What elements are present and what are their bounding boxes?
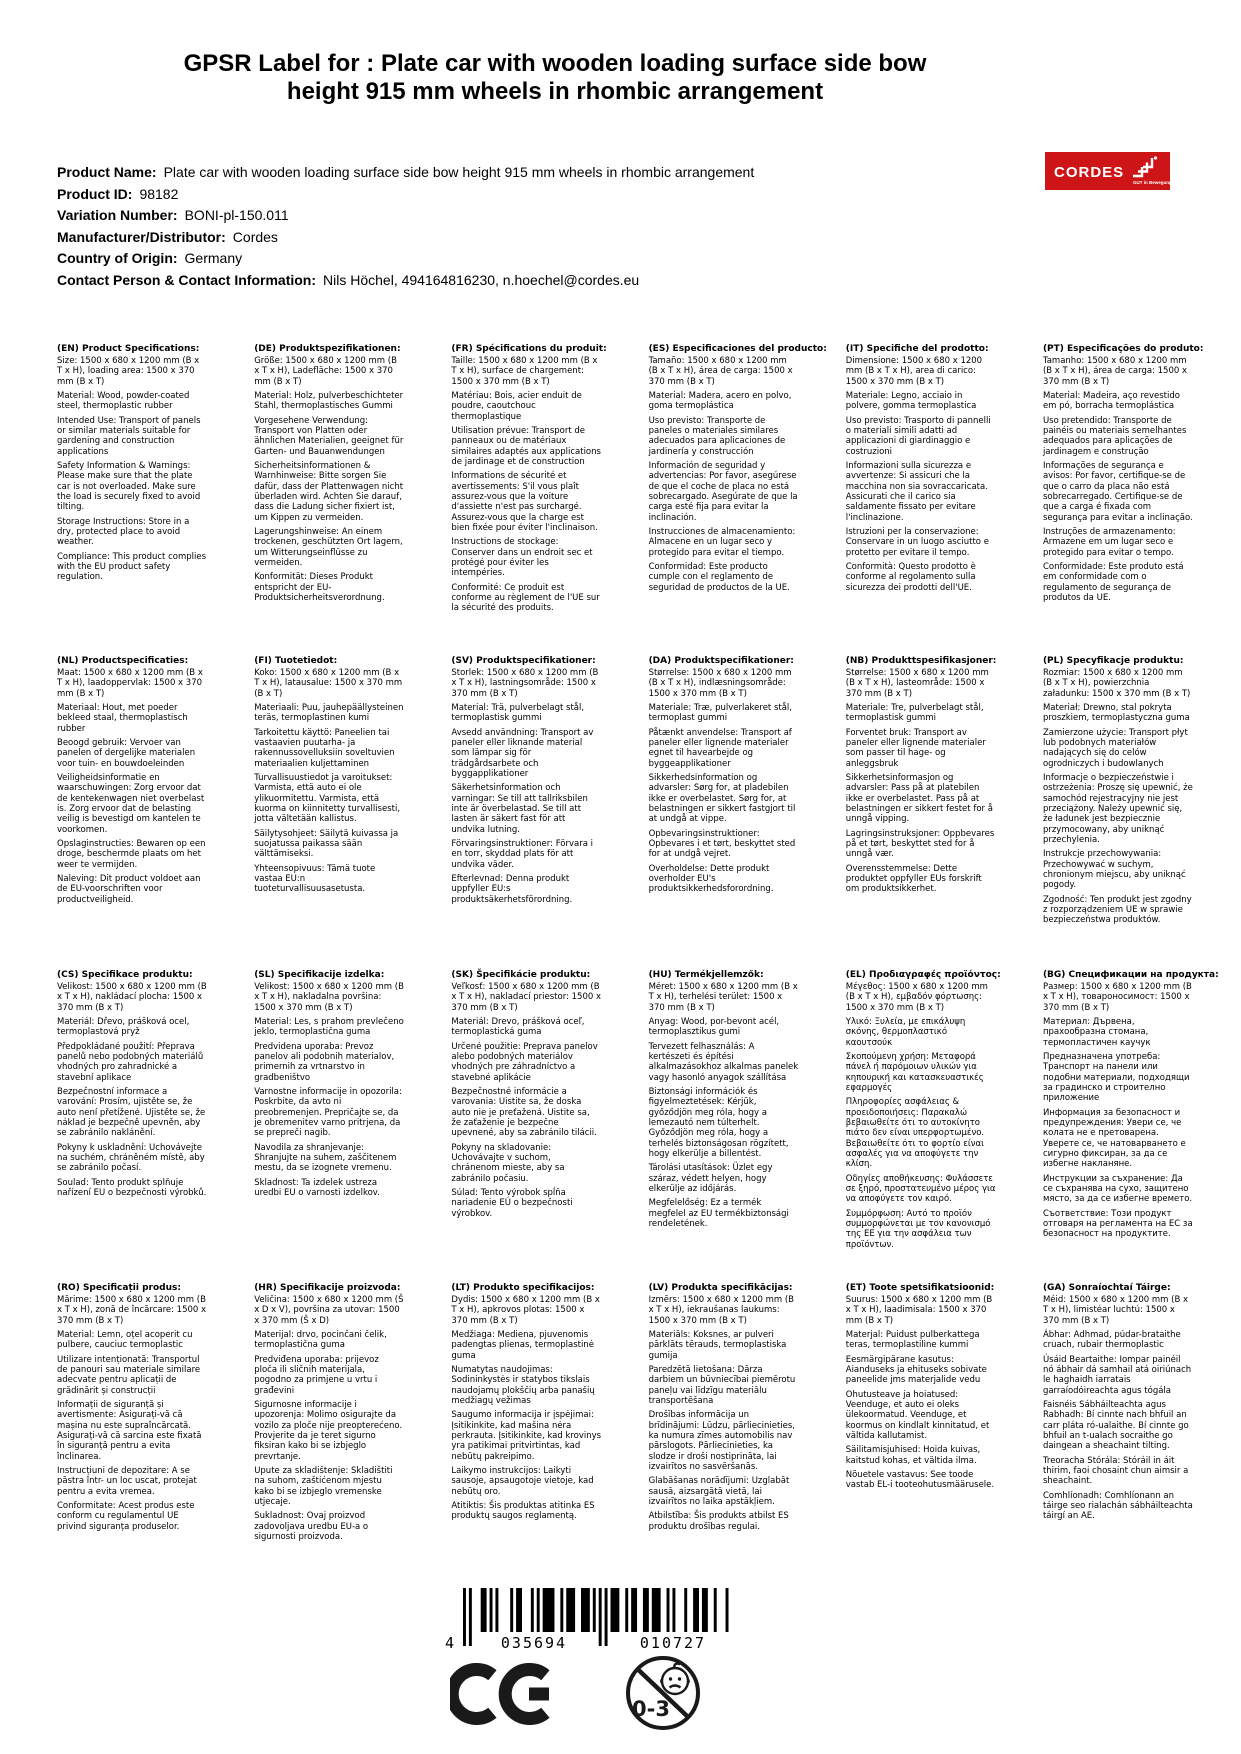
spec-block-sk xyxy=(451,970,601,1223)
spec-paragraph: Intended Use: Transport of panels or similar materials suitable for gardening and construction applications xyxy=(57,415,201,457)
spec-paragraph: Tarkoitettu käyttö: Paneelien tai vastaavien puutarha- ja rakennussovelluksiin soveltuvien materiaalien kuljettaminen xyxy=(254,727,395,769)
page-title-line1: GPSR Label for : Plate car with wooden loading surface side bow xyxy=(183,50,927,77)
spec-paragraph: Ohutusteave ja hoiatused: Veenduge, et auto ei oleks ülekoormatud. Veenduge, et koormus on kindlalt kinnitatud, et vältida kallutamist. xyxy=(845,1389,990,1441)
spec-block-da xyxy=(649,656,799,899)
spec-heading: (GA) Sonraíochtaí Táirge: xyxy=(1042,1283,1171,1293)
spec-heading: (HR) Specifikacije proizvoda: xyxy=(254,1283,401,1293)
spec-paragraph: Utilizare intenționată: Transportul de panouri sau materiale similare adecvate pentru aplicații de grădinărit și construcții xyxy=(57,1354,201,1396)
spec-heading: (RO) Specificații produs: xyxy=(57,1283,181,1293)
spec-heading: (LV) Produkta specifikācijas: xyxy=(648,1283,793,1293)
spec-paragraph: Storage Instructions: Store in a dry, protected place to avoid weather. xyxy=(57,516,190,548)
spec-paragraph: Megfelelőség: Ez a termék megfelel az EU termékbiztonsági rendeletének. xyxy=(648,1198,789,1230)
spec-paragraph: Material: Wood, powder-coated steel, thermoplastic rubber xyxy=(57,390,190,412)
spec-row xyxy=(57,344,1204,618)
spec-block-hr xyxy=(254,1283,404,1546)
spec-paragraph: Taille: 1500 x 680 x 1200 mm (B x T x H), surface de chargement: 1500 x 370 mm (B x T) xyxy=(451,355,598,387)
product-info-row xyxy=(57,248,1037,270)
spec-paragraph: Predvidena uporaba: Prevoz panelov ali podobnih materialov, primernih za vrtnarstvo in gradbeništvo xyxy=(254,1041,395,1083)
spec-heading: (PT) Especificações do produto: xyxy=(1042,344,1204,354)
spec-paragraph: Размер: 1500 x 680 x 1200 mm (B x T x H), товароносимост: 1500 x 370 mm (B x T) xyxy=(1042,981,1192,1013)
spec-paragraph: Súlad: Tento výrobok spĺňa nariadenie EÚ o bezpečnosti výrobkov. xyxy=(451,1188,573,1219)
spec-paragraph: Rozmiar: 1500 x 680 x 1200 mm (B x T x H), powierzchnia załadunku: 1500 x 370 mm (B x T) xyxy=(1042,667,1191,699)
spec-heading: (HU) Termékjellemzők: xyxy=(648,970,764,980)
spec-paragraph: Conformidad: Este producto cumple con el reglamento de seguridad de productos de la UE. xyxy=(648,562,790,593)
spec-paragraph: Compliance: This product complies with the EU product safety regulation. xyxy=(57,551,206,583)
barcode-left-digits: 035694 xyxy=(500,1634,568,1652)
spec-paragraph: Materiál: Dřevo, prášková ocel, termoplastová pryž xyxy=(57,1016,190,1038)
spec-paragraph: Beoogd gebruik: Vervoer van panelen of dergelijke materialen voor tuin- en bouwdoeleinden xyxy=(57,737,196,769)
spec-paragraph: Turvallisuustiedot ja varoitukset: Varmista, että auto ei ole ylikuormitettu. Varmista, että kuorma on kiinnitetty turvallisesti, jotta vältetään kallistus. xyxy=(254,772,401,825)
spec-heading: (SK) Špecifikácie produktu: xyxy=(451,970,591,980)
cordes-logo xyxy=(1045,152,1170,190)
spec-paragraph: Vorgesehene Verwendung: Transport von Platten oder ähnlichen Materialien, geeignet für Garten- und Bauanwendungen xyxy=(254,415,404,457)
spec-block-cs xyxy=(57,970,207,1202)
spec-paragraph: Předpokládané použití: Přeprava panelů nebo podobných materiálů vhodných pro zahradnické a stavební aplikace xyxy=(57,1041,204,1083)
field-label: Country of Origin: xyxy=(57,250,178,266)
spec-paragraph: Conformité: Ce produit est conforme au règlement de l'UE sur la sécurité des produits. xyxy=(451,582,600,614)
spec-paragraph: Informations de sécurité et avertissements: S'il vous plaît assurez-vous que la voiture d'assiette n'est pas surchargé. Assurez-vous que la charge est bien fixée pour éviter l'inclinaison. xyxy=(451,471,598,533)
spec-paragraph: Drošības informācija un brīdinājumi: Lūdzu, pārliecinieties, ka numura zīmes automobilis nav pārslogots. Pārliecinieties, ka slodze ir droši nostiprināta, lai izvairītos no sasvēršanās. xyxy=(648,1410,796,1472)
spec-paragraph: Overholdelse: Dette produkt overholder EU's produktsikkerhedsforordning. xyxy=(648,863,774,895)
spec-block-ro xyxy=(57,1283,207,1536)
spec-paragraph: Instrucțiuni de depozitare: A se păstra într- un loc uscat, protejat pentru a evita vremea. xyxy=(57,1466,197,1497)
spec-paragraph: Méret: 1500 x 680 x 1200 mm (B x T x H), terhelési terület: 1500 x 370 mm (B x T) xyxy=(648,981,798,1013)
spec-paragraph: Størrelse: 1500 x 680 x 1200 mm (B x T x H), lasteområde: 1500 x 370 mm (B x T) xyxy=(845,667,989,699)
spec-paragraph: Izmērs: 1500 x 680 x 1200 mm (B x T x H), iekraušanas laukums: 1500 x 370 mm (B x T) xyxy=(648,1294,794,1326)
spec-paragraph: Storlek: 1500 x 680 x 1200 mm (B x T x H), lastningsområde: 1500 x 370 mm (B x T) xyxy=(451,667,599,699)
spec-block-sl xyxy=(254,970,404,1202)
spec-paragraph: Glabāšanas norādījumi: Uzglabāt sausā, aizsargātā vietā, lai izvairītos no laika apstākļiem. xyxy=(648,1476,790,1508)
spec-paragraph: Υλικό: Ξυλεία, με επικάλυψη σκόνης, θερμοπλαστικό καουτσούκ xyxy=(845,1016,966,1048)
spec-paragraph: Предназначена употреба: Транспорт на панели или подобни материали, подходящи за градинско и строително приложение xyxy=(1042,1051,1190,1104)
field-value: Plate car with wooden loading surface side bow height 915 mm wheels in rhombic arrangement xyxy=(163,164,755,180)
spec-block-et xyxy=(846,1283,996,1495)
spec-paragraph: Maat: 1500 x 680 x 1200 mm (B x T x H), laadoppervlak: 1500 x 370 mm (B x T) xyxy=(57,667,203,699)
spec-paragraph: Información de seguridad y advertencias: Por favor, asegúrese de que el coche de placa no está sobrecargado. Asegúrate de que la carga esté fija para evitar la inclinación. xyxy=(648,460,798,523)
spec-block-bg xyxy=(1042,970,1219,1244)
spec-paragraph: Materiaal: Hout, met poeder bekleed staal, thermoplastisch rubber xyxy=(57,702,188,734)
spec-paragraph: Uso previsto: Trasporto di pannelli o materiali simili adatti ad applicazioni di giardinaggio e costruzioni xyxy=(845,415,991,457)
spec-heading: (LT) Produkto specifikacijos: xyxy=(451,1283,595,1293)
field-label: Product ID: xyxy=(57,185,133,202)
spec-paragraph: Varnostne informacije in opozorila: Poskrbite, da avto ni preobremenjen. Prepričajte se, da je obremenitev varno pritrjena, da se prepreči nagib. xyxy=(254,1086,402,1139)
spec-paragraph: Opslaginstructies: Bewaren op een droge, beschermde plaats om het weer te vermijden. xyxy=(57,839,206,870)
barcode-first-digit: 4 xyxy=(445,1634,455,1652)
spec-paragraph: Materiál: Drevo, prášková oceľ, termoplastická guma xyxy=(451,1016,585,1038)
spec-paragraph: Paredzētā lietošana: Dārza darbiem un būvniecībai piemērotu paneļu vai līdzīgu materiālu transportēšana xyxy=(648,1364,796,1406)
spec-block-fr xyxy=(451,344,607,618)
spec-block-de xyxy=(254,344,404,607)
spec-paragraph: Uso pretendido: Transporte de painéis ou materiais semelhantes adequados para aplicações de jardinagem e construção xyxy=(1042,415,1187,457)
spec-paragraph: Tamanho: 1500 x 680 x 1200 mm (B x T x H), área de carga: 1500 x 370 mm (B x T) xyxy=(1042,355,1188,387)
spec-paragraph: Material: Madera, acero en polvo, goma termoplástica xyxy=(648,390,792,412)
spec-paragraph: Veľkosť: 1500 x 680 x 1200 mm (B x T x H), nakladací priestor: 1500 x 370 mm (B x T) xyxy=(451,981,601,1013)
field-label: Product Name: xyxy=(57,164,157,180)
spec-paragraph: Eesmärgipärane kasutus: Aianduseks ja ehituseks sobivate paneelide jms materjalide vedu xyxy=(845,1354,987,1386)
spec-paragraph: Størrelse: 1500 x 680 x 1200 mm (B x T x H), indlæsningsområde: 1500 x 370 mm (B x T) xyxy=(648,667,792,699)
product-info xyxy=(57,162,1037,291)
spec-paragraph: Conformità: Questo prodotto è conforme al regolamento sulla sicurezza dei prodotti dell'UE. xyxy=(845,562,976,593)
spec-paragraph: Méid: 1500 x 680 x 1200 mm (B x T x H), limistéar luchtú: 1500 x 370 mm (B x T) xyxy=(1042,1294,1189,1326)
spec-paragraph: Nõuetele vastavus: See toode vastab EL-i tooteohutusmäärusele. xyxy=(845,1470,995,1491)
spec-paragraph: Instrukcje przechowywania: Przechowywać w suchym, chronionym miejscu, aby uniknąć pogody. xyxy=(1042,849,1186,891)
cordes-arrows-icon xyxy=(1131,155,1161,179)
spec-paragraph: Instruções de armazenamento: Armazene em um lugar seco e protegido para evitar o tempo. xyxy=(1042,527,1176,558)
age-warning-label: 0-3 xyxy=(632,1697,670,1721)
spec-paragraph: Upute za skladištenje: Skladištiti na suhom, zaštićenom mjestu kako bi se izbjeglo vremenske utjecaje. xyxy=(254,1466,393,1508)
spec-block-hu xyxy=(649,970,799,1233)
spec-paragraph: Sikkerhedsinformation og advarsler: Sørg for, at pladebilen ikke er overbelastet. Sørg for, at belastningen er sikkert fastgjort til at undgå at vippe. xyxy=(648,772,796,825)
spec-paragraph: Suurus: 1500 x 680 x 1200 mm (B x T x H), laadimisala: 1500 x 370 mm (B x T) xyxy=(845,1294,993,1326)
spec-paragraph: Informazioni sulla sicurezza e avvertenze: Si assicuri che la macchina non sia sovraccaricata. Assicurati che il carico sia saldamente fissato per evitare l'inclinazione. xyxy=(845,460,988,523)
spec-paragraph: Größe: 1500 x 680 x 1200 mm (B x T x H), Ladefläche: 1500 x 370 mm (B x T) xyxy=(254,355,397,387)
spec-paragraph: Zamierzone użycie: Transport płyt lub podobnych materiałów nadających się do celów ogrodniczych i budowlanych xyxy=(1042,727,1188,769)
spec-paragraph: Materiale: Legno, acciaio in polvere, gomma termoplastica xyxy=(845,390,977,412)
spec-paragraph: Zgodność: Ten produkt jest zgodny z rozporządzeniem UE w sprawie bezpieczeństwa produktów. xyxy=(1042,894,1192,926)
spec-block-nl xyxy=(57,656,207,909)
spec-block-sv xyxy=(451,656,601,909)
spec-paragraph: Laikymo instrukcijos: Laikyti sausoje, apsaugotoje vietoje, kad nebūtų oro. xyxy=(451,1466,594,1497)
spec-paragraph: Säkerhetsinformation och varningar: Se till att tallriksbilen inte är överbelastad. Se till att lasten är säkert fast för att undvika lutning. xyxy=(451,783,588,835)
product-info-row xyxy=(57,227,1037,249)
spec-paragraph: Efterlevnad: Denna produkt uppfyller EU:s produktsäkerhetsförordning. xyxy=(451,874,573,905)
spec-paragraph: Säilitamisjuhised: Hoida kuivas, kaitstud kohas, et vältida ilma. xyxy=(845,1445,981,1466)
spec-paragraph: Forventet bruk: Transport av paneler eller lignende materialer som passer til hage- og anleggsbruk xyxy=(845,727,986,769)
spec-paragraph: Tamaño: 1500 x 680 x 1200 mm (B x T x H), área de carga: 1500 x 370 mm (B x T) xyxy=(648,355,793,387)
spec-paragraph: Istruzioni per la conservazione: Conservare in un luogo asciutto e protetto per evitare il tempo. xyxy=(845,527,989,558)
spec-paragraph: Информация за безопасност и предупреждения: Увери се, че колата не е претоварена. Уверете се, че натоварването е сигурно фиксиран, за да се избегне накланяне. xyxy=(1042,1107,1186,1170)
spec-paragraph: Opbevaringsinstruktioner: Opbevares i et tørt, beskyttet sted for at undgå vejret. xyxy=(648,828,796,860)
spec-paragraph: Utilisation prévue: Transport de panneaux ou de matériaux similaires adaptés aux applications de jardinage et de construction xyxy=(451,425,601,467)
spec-block-it xyxy=(846,344,996,597)
spec-heading: (FR) Spécifications du produit: xyxy=(451,344,607,354)
spec-paragraph: Materijal: drvo, pocinčani čelik, termoplastična guma xyxy=(254,1329,387,1351)
product-info-row xyxy=(57,162,1037,184)
spec-paragraph: Informații de siguranță și avertismente: Asigurați-vă că mașina nu este supraîncărcată. Asigurați-vă că sarcina este fixată în siguranță pentru a evita înclinarea. xyxy=(57,1399,202,1462)
spec-paragraph: Съответствие: Този продукт отговаря на регламента на ЕС за безопасност на продуктите. xyxy=(1042,1208,1193,1240)
spec-block-fi xyxy=(254,656,404,899)
spec-heading: (BG) Спецификации на продукта: xyxy=(1042,970,1219,980)
spec-paragraph: Material: Madeira, aço revestido em pó, borracha termoplástica xyxy=(1042,390,1180,412)
spec-paragraph: Určené použitie: Preprava panelov alebo podobných materiálov vhodných pre záhradníctvo a stavebné aplikácie xyxy=(451,1041,598,1083)
spec-paragraph: Πληροφορίες ασφάλειας & προειδοποιήσεις: Παρακαλώ βεβαιωθείτε ότι το αυτοκίνητο πιάτο δεν είναι υπερφορτωμένο. Βεβαιωθείτε ότι το φορτίο είναι ασφαλές για να αποφύγετε την κλίση. xyxy=(845,1097,985,1170)
spec-paragraph: Material: Les, s prahom prevlečeno jeklo, termoplastična guma xyxy=(254,1016,404,1038)
spec-paragraph: Mărime: 1500 x 680 x 1200 mm (B x T x H), zonă de încărcare: 1500 x 370 mm (B x T) xyxy=(57,1294,207,1326)
spec-paragraph: Anyag: Wood, por-bevont acél, termoplasztikus gumi xyxy=(648,1016,780,1038)
spec-paragraph: Naleving: Dit product voldoet aan de EU-voorschriften voor productveiligheid. xyxy=(57,874,201,905)
spec-block-pl xyxy=(1043,656,1193,930)
spec-paragraph: Pokyny na skladovanie: Uchovávajte v suchom, chránenom mieste, aby sa zabránilo počasiu. xyxy=(451,1142,565,1184)
field-label: Contact Person & Contact Information: xyxy=(57,271,317,288)
field-value: Nils Höchel, 494164816230, n.hoechel@cordes.eu xyxy=(323,271,640,288)
product-info-row xyxy=(57,205,1037,227)
spec-paragraph: Bezpečnostní informace a varování: Prosím, ujistěte se, že auto není přetížené. Ujistěte se, že náklad je bezpečně upevněn, aby se zabránilo naklánění. xyxy=(57,1086,206,1139)
spec-paragraph: Treoracha Stórála: Stóráil in áit thirim, faoi chosaint chun aimsir a sheachaint. xyxy=(1042,1455,1189,1487)
spec-paragraph: Σκοπούμενη χρήση: Μεταφορά πάνελ ή παρόμοιων υλικών για κηπουρική και κατασκευαστικές εφαρμογές xyxy=(845,1051,984,1093)
spec-paragraph: Velikost: 1500 x 680 x 1200 mm (B x T x H), nakladalna površina: 1500 x 370 mm (B x T) xyxy=(254,981,404,1013)
spec-block-lt xyxy=(451,1283,601,1526)
spec-paragraph: Predviđena uporaba: prijevoz ploča ili sličnih materijala, pogodno za primjene u vrtu i građevini xyxy=(254,1354,379,1396)
spec-heading: (SV) Produktspecifikationer: xyxy=(451,656,596,666)
spec-paragraph: Sigurnosne informacije i upozorenja: Molimo osigurajte da vozilo za ploče nije preopterećeno. Provjerite da je teret sigurno fiksiran kako bi se izbjeglo prevrtanje. xyxy=(254,1399,403,1462)
spec-paragraph: Uso previsto: Transporte de paneles o materiales similares adecuados para aplicaciones de jardinería y construcción xyxy=(648,415,786,457)
spec-paragraph: Saugumo informacija ir įspėjimai: Įsitikinkite, kad mašina nėra perkrauta. Įsitikinkite, kad krovinys yra patikimai pritvirtintas, kad nebūtų pakreipimo. xyxy=(451,1410,602,1462)
spec-paragraph: Sicherheitsinformationen & Warnhinweise: Bitte sorgen Sie dafür, dass der Plattenwagen nicht überladen wird. Achten Sie darauf, dass die Ladung sicher fixiert ist, um Kippen zu vermeiden. xyxy=(254,460,404,523)
spec-heading: (EN) Product Specifications: xyxy=(57,344,200,354)
spec-paragraph: Säilytysohjeet: Säilytä kuivassa ja suojatussa paikassa sään välttämiseksi. xyxy=(254,828,399,860)
spec-row xyxy=(57,656,1197,930)
field-value: Germany xyxy=(184,250,243,266)
product-info-row xyxy=(57,184,1037,206)
spec-heading: (DA) Produktspecifikationer: xyxy=(648,656,794,666)
spec-paragraph: Velikost: 1500 x 680 x 1200 mm (B x T x H), nakládací plocha: 1500 x 370 mm (B x T) xyxy=(57,981,207,1013)
spec-paragraph: Material: Holz, pulverbeschichteter Stahl, thermoplastisches Gummi xyxy=(254,390,404,412)
spec-paragraph: Dydis: 1500 x 680 x 1200 mm (B x T x H), apkrovos plotas: 1500 x 370 mm (B x T) xyxy=(451,1294,600,1326)
spec-paragraph: Yhteensopivuus: Tämä tuote vastaa EU:n tuoteturvallisuusasetusta. xyxy=(254,863,376,895)
spec-heading: (ET) Toote spetsifikatsioonid: xyxy=(845,1283,995,1293)
spec-paragraph: Μέγεθος: 1500 x 680 x 1200 mm (B x T x H), εμβαδόν φόρτωσης: 1500 x 370 mm (B x T) xyxy=(845,981,988,1013)
spec-paragraph: Ábhar: Adhmad, púdar-brataithe cruach, rubair thermoplastic xyxy=(1042,1329,1181,1351)
field-label: Variation Number: xyxy=(57,207,178,223)
cordes-tagline: GUT in Bewegung xyxy=(1133,180,1172,185)
spec-heading: (IT) Specifiche del prodotto: xyxy=(845,344,989,354)
spec-heading: (FI) Tuotetiedot: xyxy=(254,656,338,666)
spec-paragraph: Numatytas naudojimas: Sodininkystės ir statybos tikslais naudojamų plokščių arba panašių medžiagų vežimas xyxy=(451,1364,595,1406)
spec-block-el xyxy=(845,970,1001,1254)
spec-heading: (DE) Produktspezifikationen: xyxy=(254,344,401,354)
spec-paragraph: Οδηγίες αποθήκευσης: Φυλάσσετε σε ξηρό, προστατευμένο μέρος για να αποφύγετε τον καιρό. xyxy=(845,1173,996,1205)
spec-block-pt xyxy=(1042,344,1204,607)
spec-paragraph: Dimensione: 1500 x 680 x 1200 mm (B x T x H), area di carico: 1500 x 370 mm (B x T) xyxy=(845,355,983,387)
spec-paragraph: Faisnéis Sábháilteachta agus Rabhadh: Bí cinnte nach bhfuil an carr pláta ró-ualaithe. Bí cinnte go bhfuil an t-ualach socraithe go daingean a sheachaint tilting. xyxy=(1042,1399,1189,1452)
field-value: BONI-pl-150.011 xyxy=(184,207,289,223)
spec-paragraph: Skladnost: Ta izdelek ustreza uredbi EU o varnosti izdelkov. xyxy=(254,1177,380,1199)
field-label: Manufacturer/Distributor: xyxy=(57,228,226,245)
spec-paragraph: Avsedd användning: Transport av paneler eller liknande material som lämpar sig för trädgårdsarbete och byggapplikationer xyxy=(451,727,594,779)
spec-paragraph: Soulad: Tento produkt splňuje nařízení EU o bezpečnosti výrobků. xyxy=(57,1177,207,1199)
spec-paragraph: Materiał: Drewno, stal pokryta proszkiem, termoplastyczna guma xyxy=(1042,702,1190,724)
spec-paragraph: Úsáid Beartaithe: Iompar painéil nó ábhair dá samhail atá oiriúnach le haghaidh iarratais garraíodóireachta agus tógála xyxy=(1042,1354,1192,1396)
spec-paragraph: Atitiktis: Šis produktas atitinka ES produktų saugos reglamentą. xyxy=(451,1501,595,1522)
page-title-line2: height 915 mm wheels in rhombic arrangement xyxy=(286,78,824,105)
spec-paragraph: Materiaali: Puu, jauhepäällysteinen teräs, termoplastinen kumi xyxy=(254,702,404,724)
spec-row xyxy=(57,1283,1197,1546)
spec-paragraph: Conformidade: Este produto está em conformidade com o regulamento de segurança de produtos da UE. xyxy=(1042,562,1184,604)
spec-paragraph: Påtænkt anvendelse: Transport af paneler eller lignende materialer egnet til havearbejde og byggeapplikationer xyxy=(648,727,792,769)
spec-paragraph: Lagerungshinweise: An einem trockenen, geschützten Ort lagern, um Witterungseinflüsse zu vermeiden. xyxy=(254,527,403,569)
spec-paragraph: Matériau: Bois, acier enduit de poudre, caoutchouc thermoplastique xyxy=(451,390,582,422)
spec-heading: (NB) Produkttspesifikasjoner: xyxy=(845,656,997,666)
spec-block-ga xyxy=(1043,1283,1193,1526)
spec-paragraph: Lagringsinstruksjoner: Oppbevares på et tørt, beskyttet sted for å unngå vær. xyxy=(845,828,995,860)
ean-barcode xyxy=(437,1588,757,1656)
spec-paragraph: Safety Information & Warnings: Please make sure that the plate car is not overloaded. Make sure the load is securely fixed to avoid tilting. xyxy=(57,460,201,513)
spec-paragraph: Инструкции за съхранение: Да се съхранява на сухо, защитено място, за да се избегне времето. xyxy=(1042,1173,1193,1205)
spec-paragraph: Материал: Дървена, прахообразна стомана, термопластичен каучук xyxy=(1042,1016,1151,1048)
spec-paragraph: Konformität: Dieses Produkt entspricht der EU-Produktsicherheitsverordnung. xyxy=(254,572,385,604)
spec-paragraph: Veličina: 1500 x 680 x 1200 mm (Š x D x V), površina za utovar: 1500 x 370 mm (Š x D) xyxy=(254,1294,404,1326)
ce-mark-icon xyxy=(450,1662,556,1730)
spec-block-lv xyxy=(649,1283,799,1536)
spec-heading: (ES) Especificaciones del producto: xyxy=(648,344,827,354)
spec-paragraph: Material: Lemn, oțel acoperit cu pulbere, cauciuc termoplastic xyxy=(57,1329,193,1351)
spec-heading: (CS) Specifikace produktu: xyxy=(57,970,193,980)
spec-paragraph: Informacje o bezpieczeństwie i ostrzeżenia: Proszę się upewnić, że samochód rejestracyjny nie jest przeciążony. Należy upewnić się, że ładunek jest bezpiecznie przymocowany, aby uniknąć przechylenia. xyxy=(1042,772,1193,845)
spec-paragraph: Συμμόρφωση: Αυτό το προϊόν συμμορφώνεται με τον κανονισμό της ΕΕ για την ασφάλεια των προϊόντων. xyxy=(845,1208,991,1250)
spec-block-en xyxy=(57,344,207,587)
spec-paragraph: Conformitate: Acest produs este conform cu regulamentul UE privind siguranța produselor. xyxy=(57,1501,195,1532)
spec-paragraph: Medžiaga: Mediena, pjuvenomis padengtas plienas, termoplastinė guma xyxy=(451,1329,594,1361)
spec-paragraph: Overensstemmelse: Dette produktet oppfyller EUs forskrift om produktsikkerhet. xyxy=(845,863,982,895)
spec-paragraph: Instructions de stockage: Conserver dans un endroit sec et protégé pour éviter les intempéries. xyxy=(451,537,593,579)
page-title xyxy=(60,50,1050,106)
spec-paragraph: Atbilstība: Šis produkts atbilst ES produktu drošības regulai. xyxy=(648,1511,789,1532)
spec-paragraph: Materjal: Puidust pulberkattega teras, termoplastiline kummi xyxy=(845,1329,980,1351)
spec-heading: (PL) Specyfikacje produktu: xyxy=(1042,656,1184,666)
spec-paragraph: Material: Trä, pulverbelagt stål, termoplastisk gummi xyxy=(451,702,585,724)
spec-paragraph: Comhlíonadh: Comhlíonann an táirge seo rialachán sábháilteachta táirgí an AE. xyxy=(1042,1490,1193,1522)
spec-paragraph: Informações de segurança e avisos: Por favor, certifique-se de que o carro da placa não está sobrecarregado. Certifique-se de que a carga é fixada com segurança para evitar a inclinação. xyxy=(1042,460,1193,523)
spec-paragraph: Pokyny k uskladnění: Uchovávejte na suchém, chráněném místě, aby se zabránilo počasí. xyxy=(57,1142,205,1174)
age-warning-0-3-icon xyxy=(624,1654,702,1736)
spec-heading: (SL) Specifikacije izdelka: xyxy=(254,970,385,980)
spec-paragraph: Materiāls: Koksnes, ar pulveri pārklāts tērauds, termoplastiska gumija xyxy=(648,1329,787,1361)
barcode-right-digits: 010727 xyxy=(639,1634,707,1652)
spec-row xyxy=(57,970,1219,1254)
spec-paragraph: Navodila za shranjevanje: Shranjujte na suhem, zaščitenem mestu, da se izognete vremenu. xyxy=(254,1142,397,1174)
spec-block-es xyxy=(648,344,827,597)
product-info-row xyxy=(57,270,1037,292)
spec-paragraph: Tárolási utasítások: Üzlet egy száraz, védett helyen, hogy elkerülje az időjárás. xyxy=(648,1163,773,1195)
spec-paragraph: Instrucciones de almacenamiento: Almacene en un lugar seco y protegido para evitar el tiempo. xyxy=(648,527,796,558)
spec-paragraph: Veiligheidsinformatie en waarschuwingen: Zorg ervoor dat de kentekenwagen niet overbelast is. Zorg ervoor dat de belasting veilig is bevestigd om kantelen te voorkomen. xyxy=(57,772,205,835)
spec-heading: (NL) Productspecificaties: xyxy=(57,656,189,666)
spec-paragraph: Materiale: Tre, pulverbelagt stål, termoplastisk gummi xyxy=(845,702,984,724)
field-value: Cordes xyxy=(232,228,278,245)
spec-paragraph: Bezpečnostné informácie a varovania: Uistite sa, že doska auto nie je preťažená. Uistite sa, že zaťaženie je bezpečne upevnené, aby sa zabránilo tilácii. xyxy=(451,1086,597,1139)
spec-paragraph: Biztonsági információk és figyelmeztetések: Kérjük, győződjön meg róla, hogy a lemezautó nem túlterhelt. Győződjön meg róla, hogy a terhelés biztonságosan rögzített, hogy elkerülje a billentést. xyxy=(648,1086,789,1159)
spec-paragraph: Size: 1500 x 680 x 1200 mm (B x T x H), loading area: 1500 x 370 mm (B x T) xyxy=(57,355,200,387)
spec-heading: (EL) Προδιαγραφές προϊόντος: xyxy=(845,970,1001,980)
field-value: 98182 xyxy=(139,185,179,202)
spec-block-nb xyxy=(846,656,996,899)
cordes-logo-text: CORDES xyxy=(1054,164,1125,181)
spec-paragraph: Sukladnost: Ovaj proizvod zadovoljava uredbu EU-a o sigurnosti proizvoda. xyxy=(254,1511,369,1543)
spec-paragraph: Tervezett felhasználás: A kertészeti és építési alkalmazásokhoz alkalmas panelek vagy hasonló anyagok szállítása xyxy=(648,1041,799,1083)
spec-paragraph: Koko: 1500 x 680 x 1200 mm (B x T x H), latausalue: 1500 x 370 mm (B x T) xyxy=(254,667,403,699)
spec-paragraph: Sikkerhetsinformasjon og advarsler: Pass på at platebilen ikke er overbelastet. Pass på at belastningen er sikkert festet for å unngå vipping. xyxy=(845,772,993,825)
spec-paragraph: Förvaringsinstruktioner: Förvara i en torr, skyddad plats för att undvika väder. xyxy=(451,839,593,870)
spec-paragraph: Materiale: Træ, pulverlakeret stål, termoplast gummi xyxy=(648,702,792,724)
